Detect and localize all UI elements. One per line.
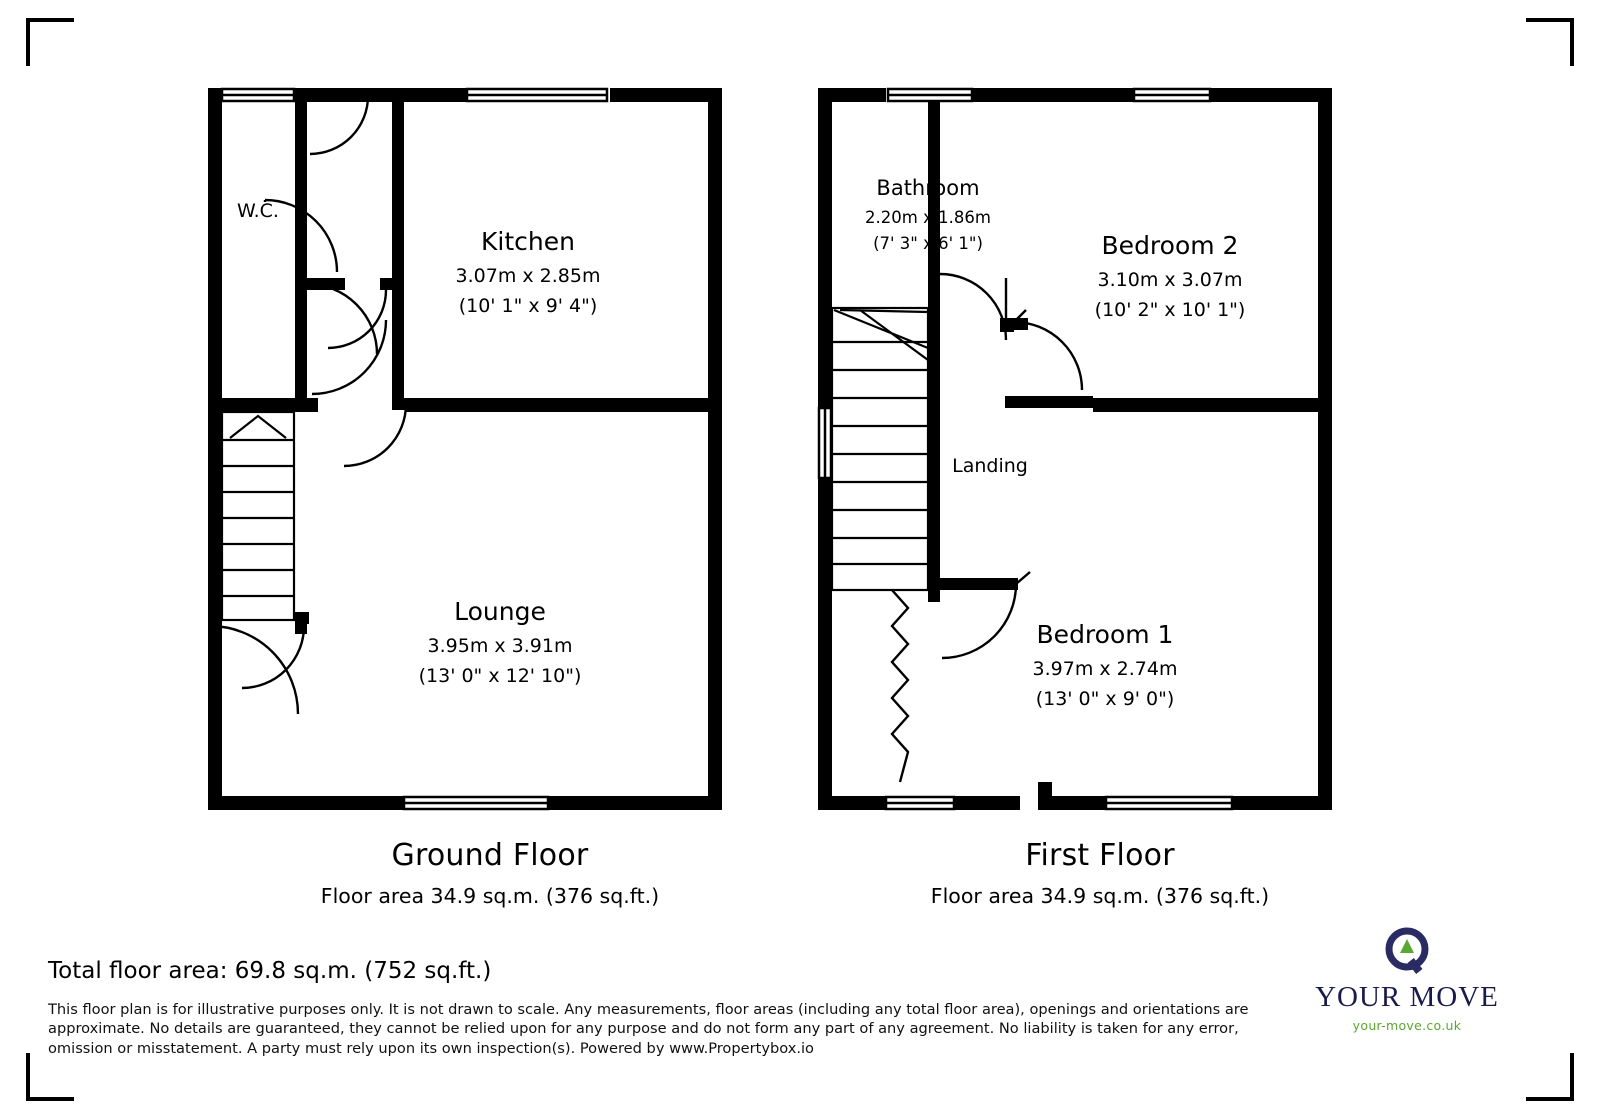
your-move-mark-icon xyxy=(1381,925,1433,977)
brand-name: YOUR MOVE xyxy=(1315,981,1499,1013)
ground-staircase xyxy=(222,412,294,620)
first-floor-area: Floor area 34.9 sq.m. (376 sq.ft.) xyxy=(930,884,1270,908)
room-label-landing: Landing xyxy=(952,455,1028,477)
room-dim-bathroom-imperial: (7' 3" x 6' 1") xyxy=(873,234,983,253)
room-dim-bathroom-metric: 2.20m x 1.86m xyxy=(865,208,991,227)
room-label-bedroom-1: Bedroom 1 xyxy=(1036,620,1174,649)
ground-floor-title: Ground Floor xyxy=(391,838,589,873)
room-label-lounge: Lounge xyxy=(454,597,546,626)
crop-mark-bottom-left xyxy=(26,1053,74,1101)
ground-floor-plan xyxy=(190,60,790,840)
brand-url: your-move.co.uk xyxy=(1352,1018,1462,1033)
total-floor-area: Total floor area: 69.8 sq.m. (752 sq.ft.) xyxy=(48,958,492,984)
room-label-wc: W.C. xyxy=(237,200,279,222)
room-dim-bedroom-2-imperial: (10' 2" x 10' 1") xyxy=(1094,299,1246,321)
first-floor-title: First Floor xyxy=(1025,838,1175,873)
brand-logo xyxy=(1272,925,1542,1033)
room-dim-bedroom-1-imperial: (13' 0" x 9' 0") xyxy=(1035,688,1175,710)
room-label-kitchen: Kitchen xyxy=(481,227,575,256)
disclaimer-text: This floor plan is for illustrative purposes only. It is not drawn to scale. Any measurements, floor areas (including any total floor area), openings and orientations are approximate. No details are guaranteed, they cannot be relied upon for any purpose and do not form any part of any agreement. No liability is taken for any error, omission or misstatement. A party must rely upon its own inspection(s). Powered by www.Propertybox.io xyxy=(48,1001,1249,1057)
first-staircase xyxy=(832,308,928,590)
crop-mark-top-left xyxy=(26,18,74,66)
room-label-bathroom: Bathroom xyxy=(876,176,980,200)
room-dim-lounge-metric: 3.95m x 3.91m xyxy=(427,635,573,657)
first-floor-caption xyxy=(790,838,1410,908)
ground-door-jambs xyxy=(208,612,309,720)
crop-mark-bottom-right xyxy=(1526,1053,1574,1101)
room-label-bedroom-2: Bedroom 2 xyxy=(1101,231,1239,260)
first-floor-plan xyxy=(800,60,1400,840)
room-dim-bedroom-1-metric: 3.97m x 2.74m xyxy=(1032,658,1178,680)
room-dim-kitchen-imperial: (10' 1" x 9' 4") xyxy=(458,295,598,317)
room-dim-bedroom-2-metric: 3.10m x 3.07m xyxy=(1097,269,1243,291)
ground-floor-caption xyxy=(180,838,800,908)
room-dim-kitchen-metric: 3.07m x 2.85m xyxy=(455,265,601,287)
crop-mark-top-right xyxy=(1526,18,1574,66)
ground-floor-area: Floor area 34.9 sq.m. (376 sq.ft.) xyxy=(320,884,660,908)
room-dim-lounge-imperial: (13' 0" x 12' 10") xyxy=(418,665,582,687)
